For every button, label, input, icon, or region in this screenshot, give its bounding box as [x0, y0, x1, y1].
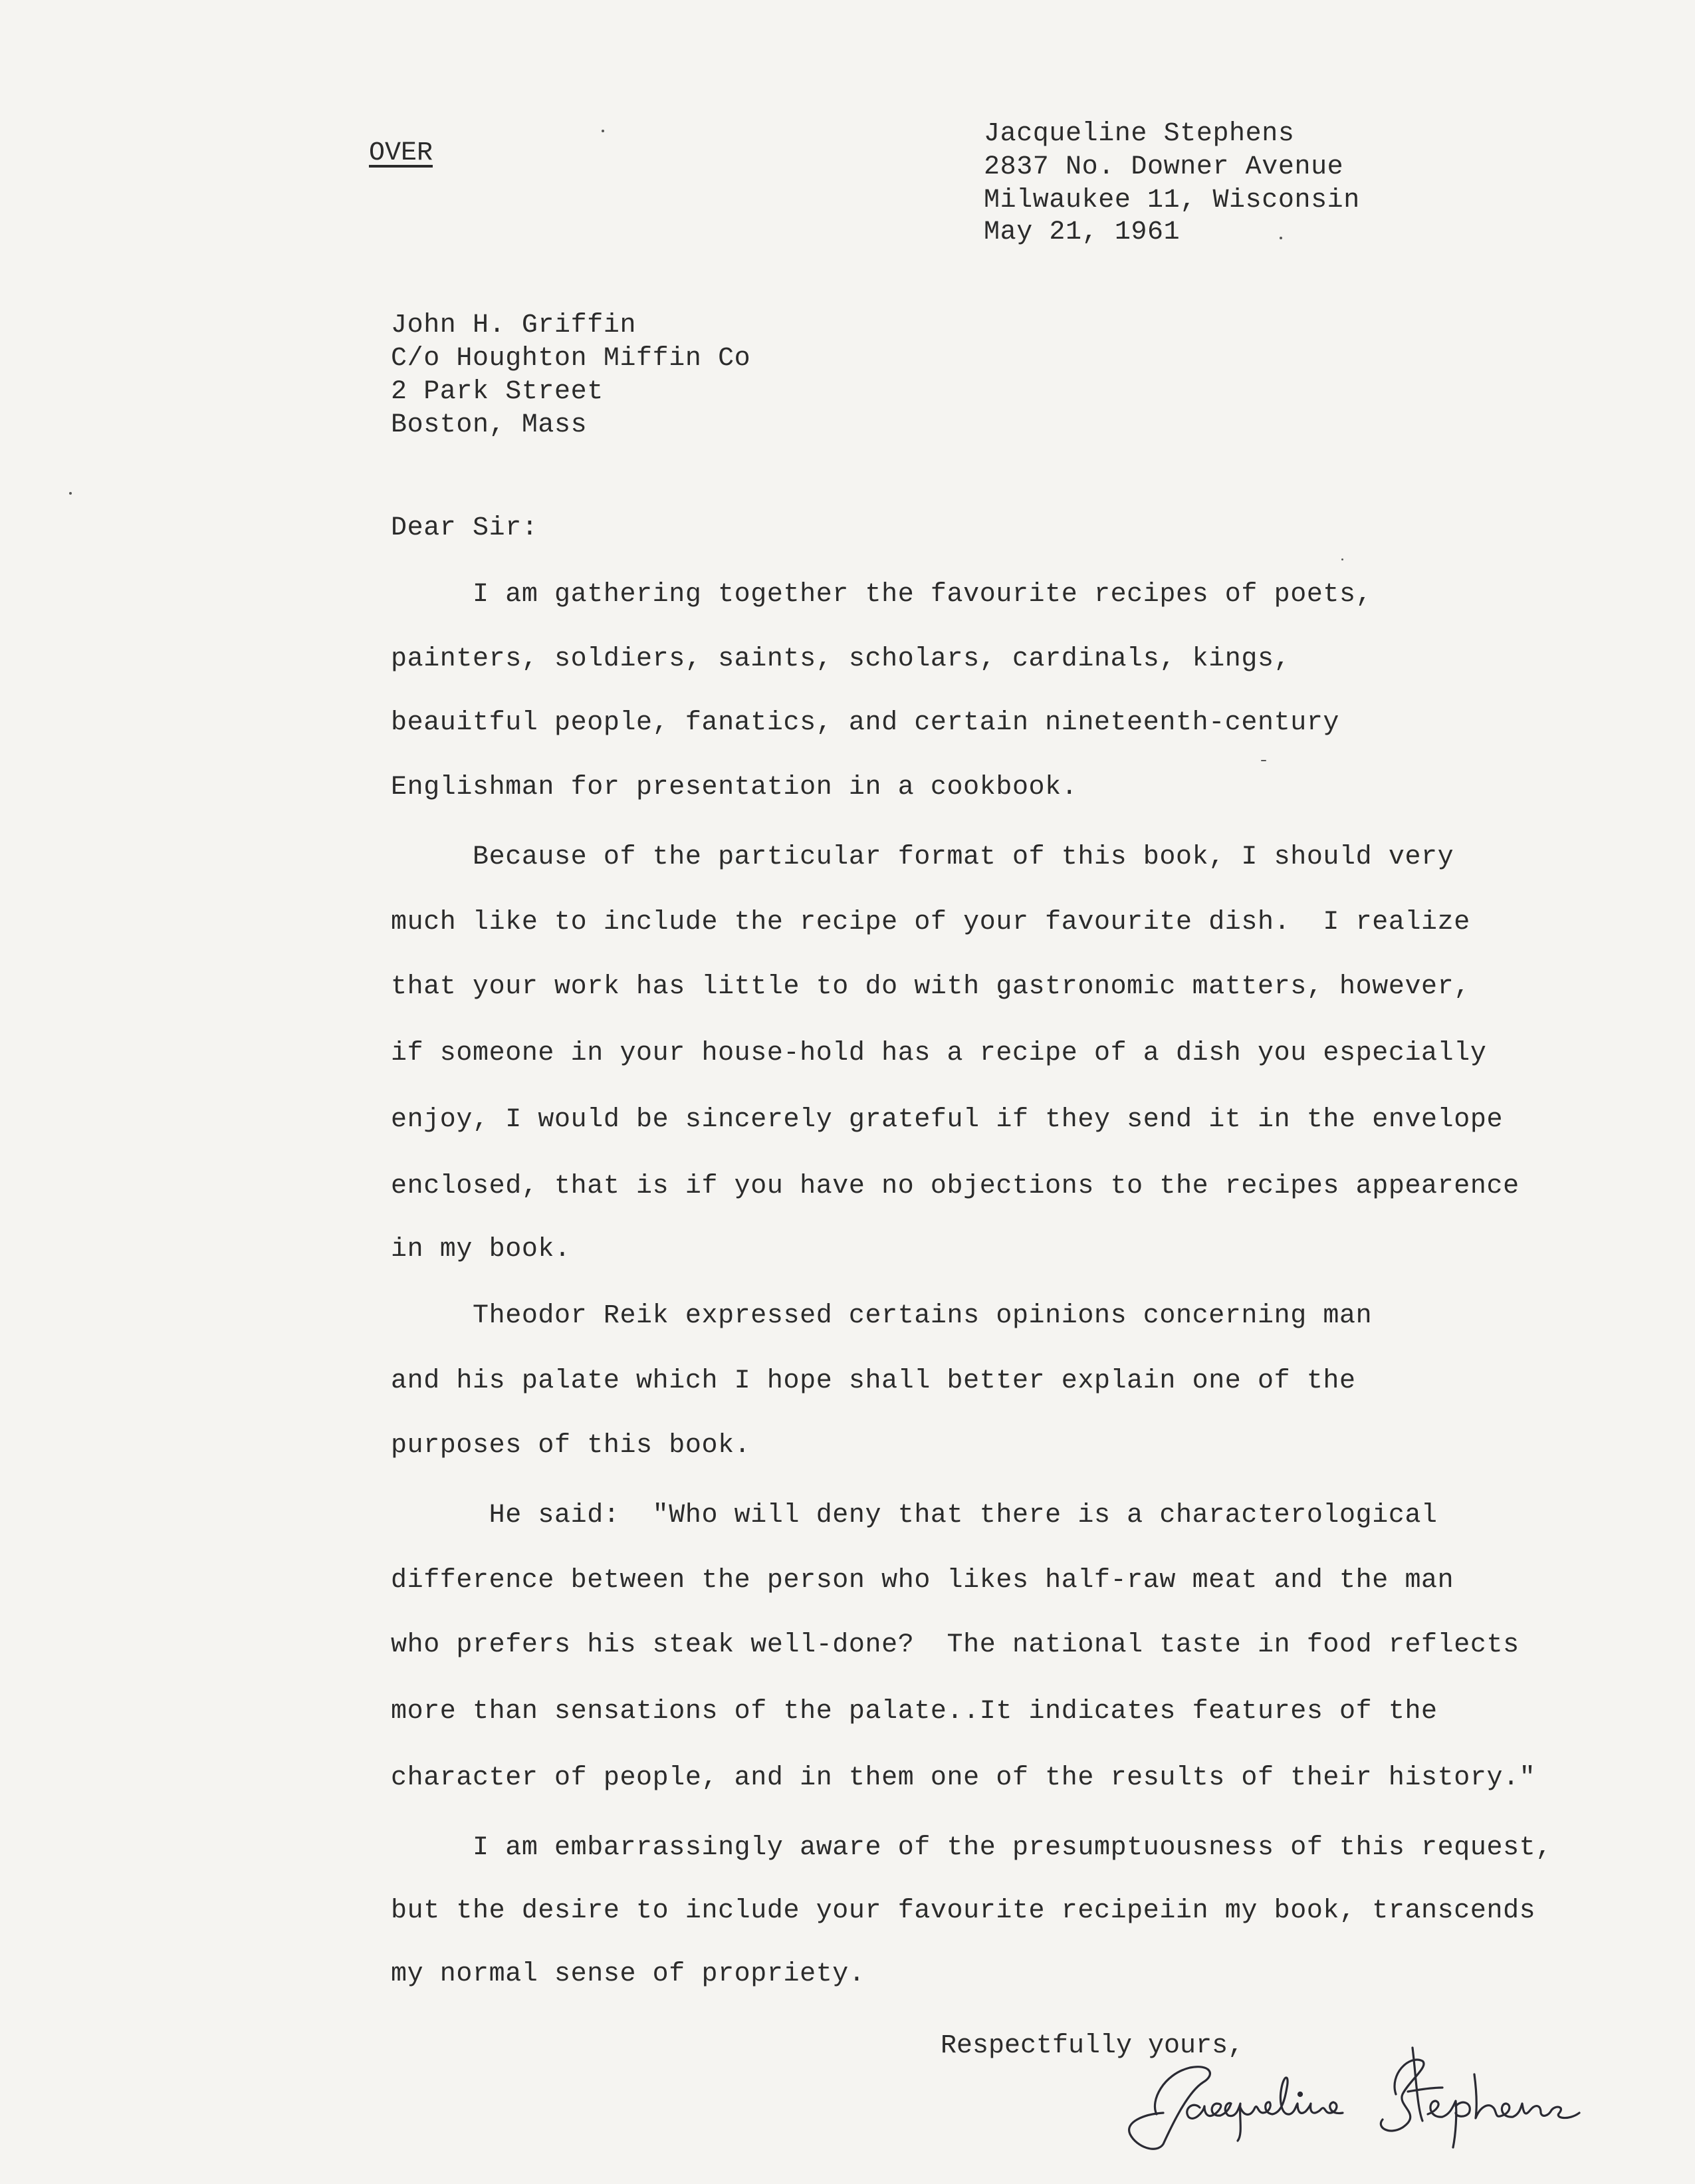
- body-line: my normal sense of propriety.: [391, 1959, 865, 1989]
- body-line: He said: "Who will deny that there is a characterological: [391, 1501, 1438, 1530]
- body-line: if someone in your house-hold has a recipe of a dish you especially: [391, 1038, 1487, 1068]
- sender-name: Jacqueline Stephens: [984, 119, 1295, 149]
- body-line: enjoy, I would be sincerely grateful if they send it in the envelope: [391, 1105, 1504, 1135]
- recipient-company: C/o Houghton Miffin Co: [391, 344, 751, 374]
- handwritten-signature: [1110, 2034, 1602, 2154]
- body-line: I am embarrassingly aware of the presumptuousness of this request,: [391, 1833, 1552, 1863]
- over-label: OVER: [369, 138, 433, 168]
- body-line: more than sensations of the palate..It indicates features of the: [391, 1697, 1438, 1727]
- body-line: difference between the person who likes half-raw meat and the man: [391, 1566, 1454, 1596]
- recipient-street: 2 Park Street: [391, 377, 604, 407]
- body-line: in my book.: [391, 1235, 571, 1265]
- body-line: Because of the particular format of this book, I should very: [391, 842, 1454, 872]
- body-line: and his palate which I hope shall better explain one of the: [391, 1366, 1356, 1396]
- body-line: character of people, and in them one of the results of their history.": [391, 1763, 1536, 1793]
- body-line: painters, soldiers, saints, scholars, cardinals, kings,: [391, 644, 1291, 674]
- recipient-name: John H. Griffin: [391, 310, 637, 340]
- sender-city: Milwaukee 11, Wisconsin: [984, 185, 1360, 215]
- body-line: enclosed, that is if you have no objections to the recipes appearence: [391, 1171, 1520, 1201]
- letter-date: May 21, 1961: [984, 217, 1181, 247]
- recipient-city: Boston, Mass: [391, 410, 588, 440]
- sender-street: 2837 No. Downer Avenue: [984, 152, 1344, 182]
- closing: Respectfully yours,: [941, 2031, 1244, 2061]
- body-line: much like to include the recipe of your favourite dish. I realize: [391, 908, 1470, 937]
- body-line: that your work has little to do with gastronomic matters, however,: [391, 972, 1470, 1002]
- body-line: I am gathering together the favourite recipes of poets,: [391, 580, 1373, 610]
- body-line: who prefers his steak well-done? The national taste in food reflects: [391, 1630, 1520, 1660]
- salutation: Dear Sir:: [391, 513, 538, 543]
- body-line: purposes of this book.: [391, 1431, 751, 1461]
- body-line: but the desire to include your favourite recipeiin my book, transcends: [391, 1896, 1536, 1926]
- body-line: Englishman for presentation in a cookbook.: [391, 773, 1078, 802]
- body-line: beauitful people, fanatics, and certain nineteenth-century: [391, 708, 1340, 738]
- body-line: Theodor Reik expressed certains opinions concerning man: [391, 1301, 1373, 1331]
